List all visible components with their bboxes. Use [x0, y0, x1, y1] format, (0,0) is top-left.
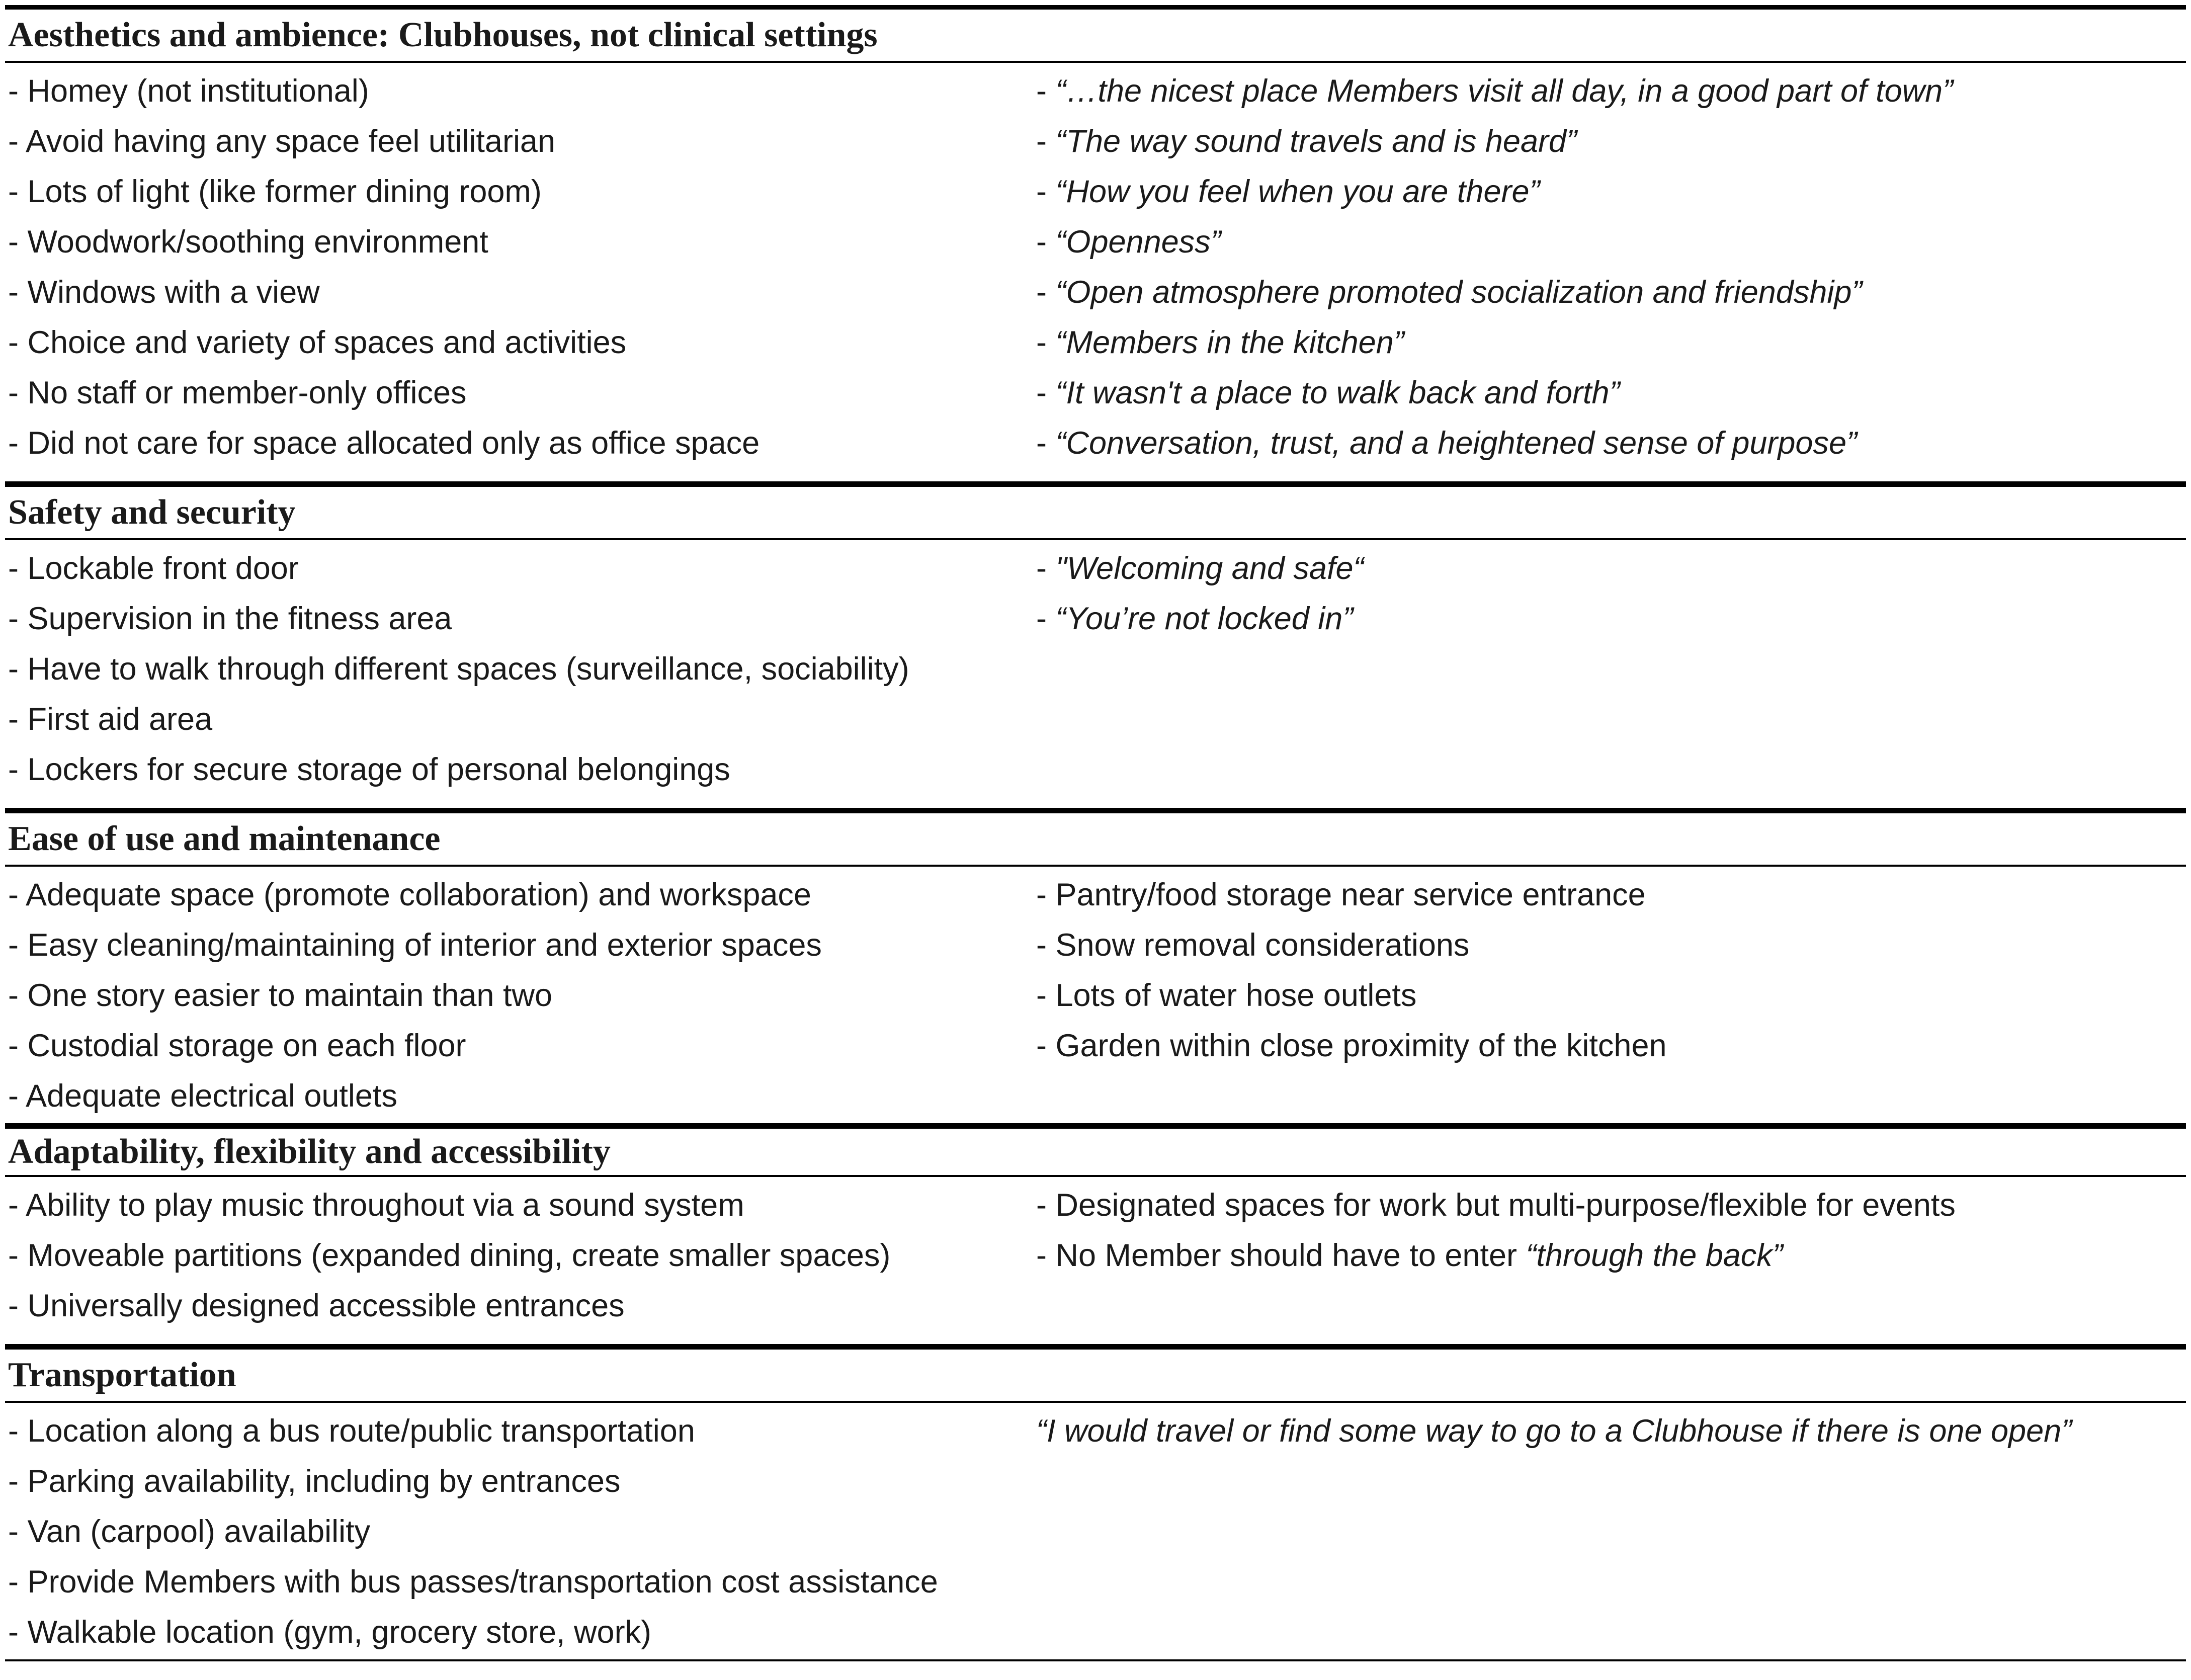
quote-item — [1036, 116, 2186, 166]
section-body — [5, 867, 2186, 1123]
section-transportation — [5, 1344, 2186, 1661]
right-column — [1036, 543, 2186, 795]
section-title: Adaptability, flexibility and accessibility — [5, 1129, 2186, 1177]
list-item: - Easy cleaning/maintaining of interior and exterior spaces — [8, 928, 822, 963]
quote-item — [1036, 1406, 2186, 1456]
left-column — [5, 870, 1036, 1121]
bottom-rule — [5, 1659, 2186, 1661]
section-body — [5, 1177, 2186, 1344]
item-prefix: - — [1036, 174, 1056, 209]
list-item: - Garden within close proximity of the kitchen — [1036, 1028, 1667, 1063]
item-prefix: - — [1036, 375, 1056, 410]
item-prefix: - — [1036, 551, 1056, 586]
quote-item — [1036, 368, 2186, 418]
list-item: - First aid area — [8, 702, 213, 737]
quote-item — [1036, 317, 2186, 368]
right-column — [1036, 1180, 2186, 1331]
list-item: - Avoid having any space feel utilitarian — [8, 124, 556, 159]
section-title: Safety and security — [5, 487, 2186, 540]
item-quote: "Welcoming and safe“ — [1055, 551, 1364, 586]
list-item: - Universally designed accessible entrances — [8, 1288, 625, 1323]
list-item: - Windows with a view — [8, 275, 320, 310]
design-considerations-table — [5, 5, 2186, 1661]
right-column — [1036, 870, 2186, 1121]
section-title: Aesthetics and ambience: Clubhouses, not clinical settings — [5, 10, 2186, 63]
section-title: Transportation — [5, 1350, 2186, 1403]
item-quote: “…the nicest place Members visit all day, in a good part of town” — [1055, 73, 1954, 109]
item-quote: “through the back” — [1526, 1238, 1783, 1273]
item-quote: “It wasn't a place to walk back and forth” — [1055, 375, 1620, 410]
list-item: - No staff or member-only offices — [8, 375, 467, 410]
list-item: - One story easier to maintain than two — [8, 978, 553, 1013]
quote-item — [1036, 1230, 2186, 1281]
left-column — [5, 543, 1036, 795]
quote-item — [1036, 418, 2186, 468]
quote-item — [1036, 543, 2186, 594]
section-adaptability — [5, 1123, 2186, 1344]
item-prefix: - — [1036, 426, 1056, 461]
left-column — [5, 1180, 1036, 1331]
quote-item — [1036, 166, 2186, 217]
section-aesthetics — [5, 5, 2186, 481]
item-text: - No Member should have to enter — [1036, 1238, 1526, 1273]
list-item: - Lockable front door — [8, 551, 299, 586]
left-column — [5, 1406, 1036, 1657]
quote-item — [1036, 217, 2186, 267]
quote-item — [1036, 594, 2186, 644]
list-item: - Ability to play music throughout via a sound system — [8, 1188, 744, 1223]
list-item: - Lockers for secure storage of personal belongings — [8, 752, 730, 787]
quote-item — [1036, 267, 2186, 317]
item-prefix: - — [1036, 73, 1056, 109]
list-item: - Supervision in the fitness area — [8, 601, 452, 636]
list-item: - Woodwork/soothing environment — [8, 224, 488, 260]
right-column — [1036, 66, 2186, 468]
list-item: - Homey (not institutional) — [8, 73, 369, 109]
item-prefix: - — [1036, 124, 1056, 159]
section-safety — [5, 481, 2186, 808]
item-quote: “The way sound travels and is heard” — [1055, 124, 1577, 159]
section-body — [5, 1403, 2186, 1659]
item-prefix: - — [1036, 325, 1056, 360]
section-body — [5, 540, 2186, 808]
item-quote: “Conversation, trust, and a heightened sense of purpose” — [1055, 426, 1857, 461]
list-item: - Did not care for space allocated only as office space — [8, 426, 760, 461]
list-item: - Custodial storage on each floor — [8, 1028, 466, 1063]
list-item: - Adequate space (promote collaboration) and workspace — [8, 877, 811, 912]
list-item: - Walkable location (gym, grocery store, work) — [8, 1615, 652, 1650]
item-quote: “Open atmosphere promoted socialization and friendship” — [1055, 275, 1863, 310]
list-item: - Designated spaces for work but multi-purpose/flexible for events — [1036, 1188, 1956, 1223]
list-item: - Location along a bus route/public transportation — [8, 1413, 695, 1449]
section-title: Ease of use and maintenance — [5, 813, 2186, 867]
left-column — [5, 66, 1036, 468]
list-item: - Moveable partitions (expanded dining, create smaller spaces) — [8, 1238, 891, 1273]
right-column — [1036, 1406, 2186, 1657]
section-body — [5, 63, 2186, 481]
item-quote: “I would travel or find some way to go to a Clubhouse if there is one open” — [1036, 1413, 2072, 1449]
list-item: - Parking availability, including by entrances — [8, 1464, 621, 1499]
list-item: - Choice and variety of spaces and activities — [8, 325, 627, 360]
list-item: - Pantry/food storage near service entrance — [1036, 877, 1646, 912]
list-item: - Adequate electrical outlets — [8, 1078, 397, 1114]
item-prefix: - — [1036, 275, 1056, 310]
list-item: - Snow removal considerations — [1036, 928, 1470, 963]
item-quote: “Members in the kitchen” — [1055, 325, 1404, 360]
list-item: - Lots of light (like former dining room) — [8, 174, 542, 209]
item-quote: “Openness” — [1055, 224, 1221, 260]
list-item: - Lots of water hose outlets — [1036, 978, 1417, 1013]
item-prefix: - — [1036, 224, 1056, 260]
item-quote: “How you feel when you are there” — [1055, 174, 1540, 209]
list-item: - Van (carpool) availability — [8, 1514, 371, 1549]
quote-item — [1036, 66, 2186, 116]
list-item: - Have to walk through different spaces (surveillance, sociability) — [8, 651, 909, 687]
list-item: - Provide Members with bus passes/transportation cost assistance — [8, 1564, 938, 1600]
item-prefix: - — [1036, 601, 1056, 636]
item-quote: “You’re not locked in” — [1055, 601, 1354, 636]
section-ease-of-use — [5, 808, 2186, 1123]
